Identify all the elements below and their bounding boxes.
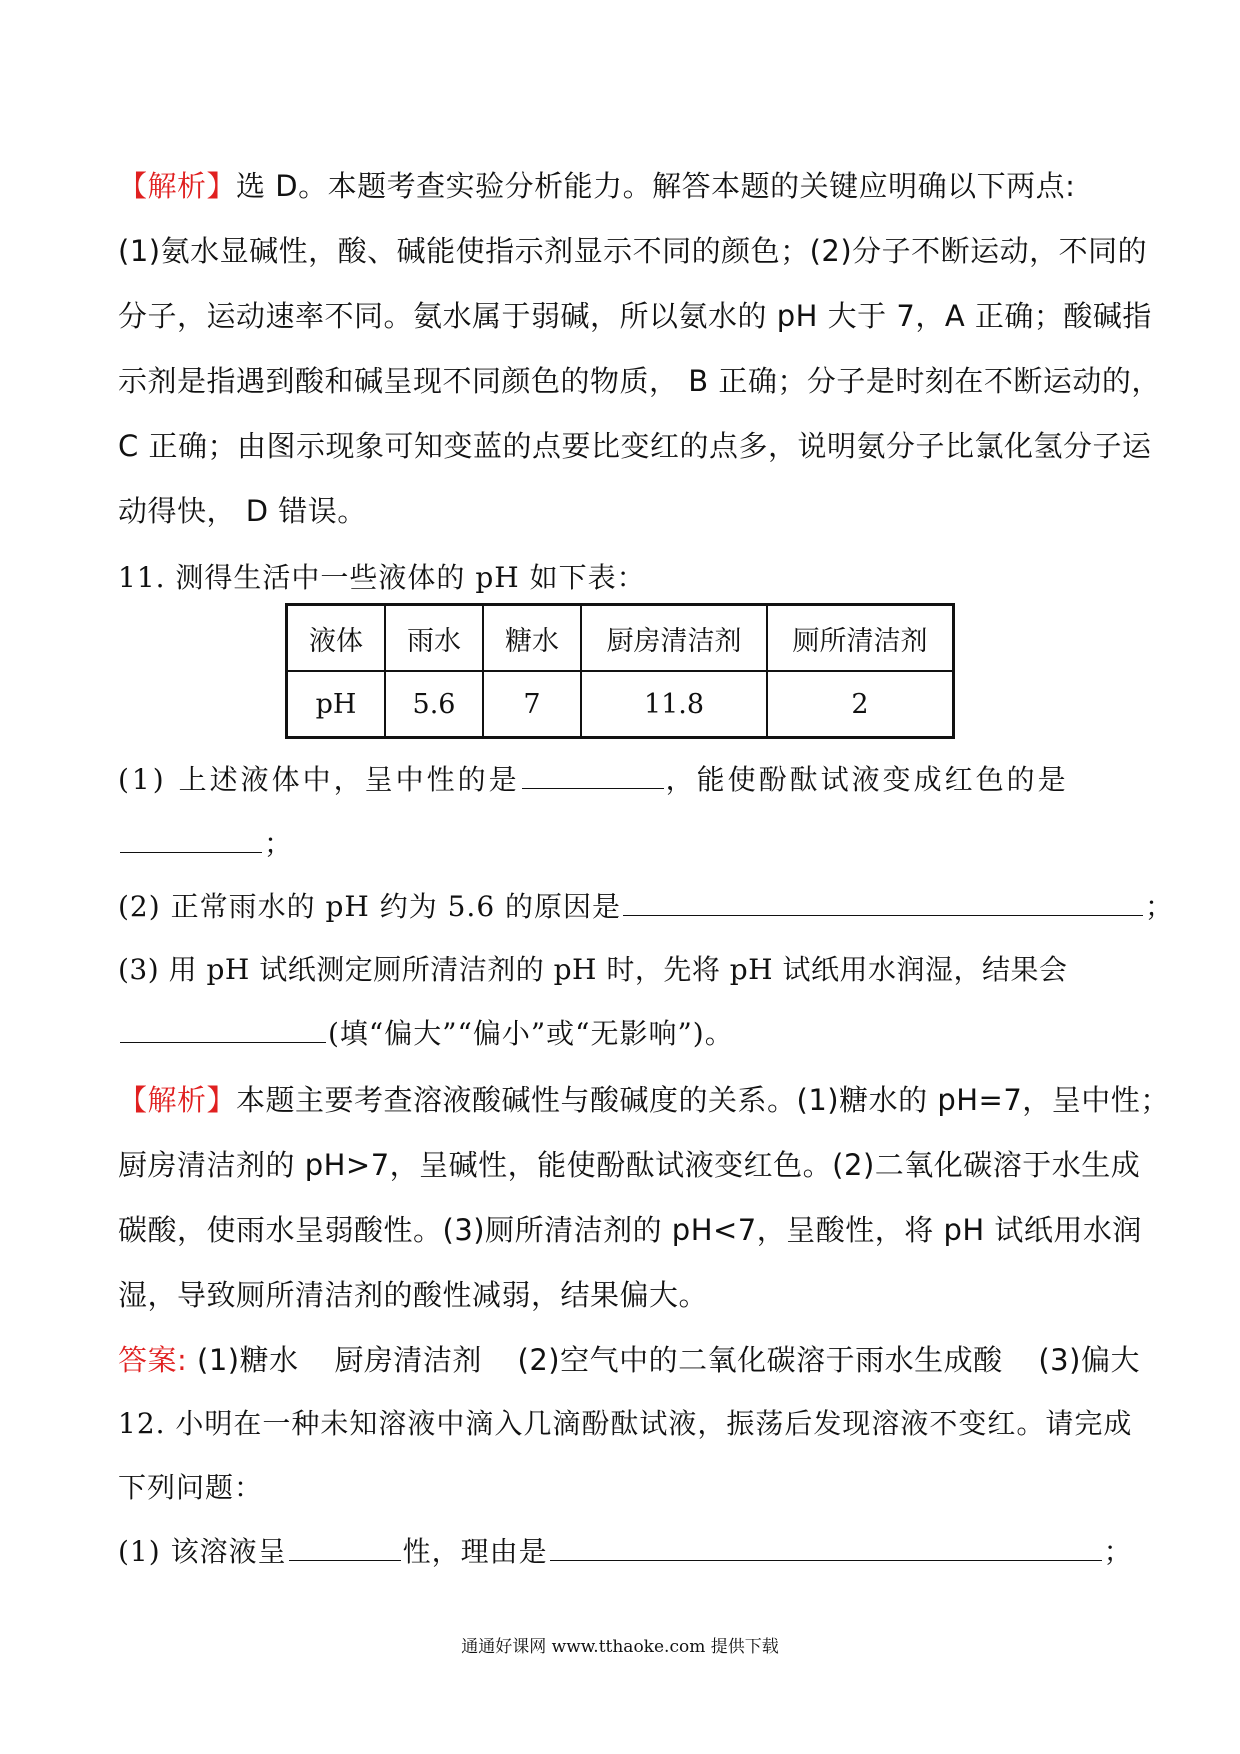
question-stem: 下列问题： — [118, 1471, 264, 1504]
analysis-line: (1)氨水显碱性，酸、碱能使指示剂显示不同的颜色；(2)分子不断运动，不同的 — [118, 234, 1148, 268]
answer-line — [118, 1338, 1140, 1379]
table-header-cell: 雨水 — [385, 605, 483, 672]
analysis-tag: 【解析】 — [118, 169, 237, 203]
analysis-text: 选 D。本题考查实验分析能力。解答本题的关键应明确以下两点: — [236, 169, 1076, 203]
question-text: ； — [264, 827, 294, 860]
question-text: ； — [1145, 890, 1175, 923]
table-header-cell: 糖水 — [483, 605, 581, 672]
analysis-line: 厨房清洁剂的 pH>7，呈碱性，能使酚酞试液变红色。(2)二氧化碳溶于水生成 — [118, 1148, 1141, 1182]
answer-blank[interactable] — [623, 889, 1143, 916]
answer-tag: 答案: — [118, 1343, 188, 1377]
question-text: (2) 正常雨水的 pH 约为 5.6 的原因是 — [118, 890, 622, 923]
table-header-cell: 厨房清洁剂 — [581, 605, 767, 672]
question-text: ； — [1103, 1535, 1133, 1568]
answer-text: (2)空气中的二氧化碳溶于雨水生成酸 — [517, 1343, 1003, 1377]
answer-blank[interactable] — [550, 1534, 1102, 1561]
table-cell: pH — [287, 671, 386, 738]
analysis-text: 本题主要考查溶液酸碱性与酸碱度的关系。(1)糖水的 pH=7，呈中性； — [236, 1083, 1170, 1117]
answer-blank[interactable] — [120, 1016, 326, 1043]
analysis-line: 湿，导致厕所清洁剂的酸性减弱，结果偏大。 — [118, 1278, 709, 1312]
question-part — [118, 885, 1175, 925]
table-row — [287, 605, 954, 672]
table-cell: 2 — [767, 671, 954, 738]
analysis-tag: 【解析】 — [118, 1083, 237, 1117]
analysis-line: 动得快， D 错误。 — [118, 494, 367, 528]
question-text: ，能使酚酞试液变成红色的是 — [665, 763, 1069, 796]
question-text: (填“偏大”“偏小”或“无影响”)。 — [328, 1017, 734, 1050]
answer-blank[interactable] — [522, 762, 664, 789]
analysis-line: C 正确；由图示现象可知变蓝的点要比变红的点多，说明氨分子比氯化氢分子运 — [118, 429, 1152, 463]
analysis-line: 分子，运动速率不同。氨水属于弱碱，所以氨水的 pH 大于 7，A 正确；酸碱指 — [118, 299, 1152, 333]
answer-blank[interactable] — [120, 826, 262, 853]
page-footer: 通通好课网 www.tthaoke.com 提供下载 — [461, 1637, 779, 1657]
table-header-cell: 液体 — [287, 605, 386, 672]
question-text: (1) 上述液体中，呈中性的是 — [118, 763, 520, 796]
answer-text: (3)偏大 — [1038, 1343, 1140, 1377]
table-cell: 5.6 — [385, 671, 483, 738]
question-part: (3) 用 pH 试纸测定厕所清洁剂的 pH 时，先将 pH 试纸用水润湿，结果会 — [118, 953, 1068, 986]
question-text: (1) 该溶液呈 — [118, 1535, 287, 1568]
question-stem: 11. 测得生活中一些液体的 pH 如下表： — [118, 561, 646, 594]
question-text: 性，理由是 — [402, 1535, 548, 1568]
answer-blank[interactable] — [289, 1534, 401, 1561]
answer-text: 厨房清洁剂 — [334, 1343, 482, 1377]
analysis-line: 示剂是指遇到酸和碱呈现不同颜色的物质， B 正确；分子是时刻在不断运动的， — [118, 364, 1161, 398]
analysis-line — [118, 164, 1128, 205]
question-part — [118, 822, 1128, 862]
question-part — [118, 1530, 1133, 1570]
table-cell: 11.8 — [581, 671, 767, 738]
question-part — [118, 1012, 1128, 1052]
ph-table — [285, 603, 955, 739]
question-part — [118, 758, 1128, 798]
table-cell: 7 — [483, 671, 581, 738]
answer-text: (1)糖水 — [197, 1343, 299, 1377]
analysis-line: 碳酸，使雨水呈弱酸性。(3)厕所清洁剂的 pH<7，呈酸性，将 pH 试纸用水润 — [118, 1213, 1142, 1247]
question-stem: 12. 小明在一种未知溶液中滴入几滴酚酞试液，振荡后发现溶液不变红。请完成 — [118, 1407, 1133, 1440]
table-row — [287, 671, 954, 738]
table-header-cell: 厕所清洁剂 — [767, 605, 954, 672]
analysis-line — [118, 1078, 1170, 1119]
